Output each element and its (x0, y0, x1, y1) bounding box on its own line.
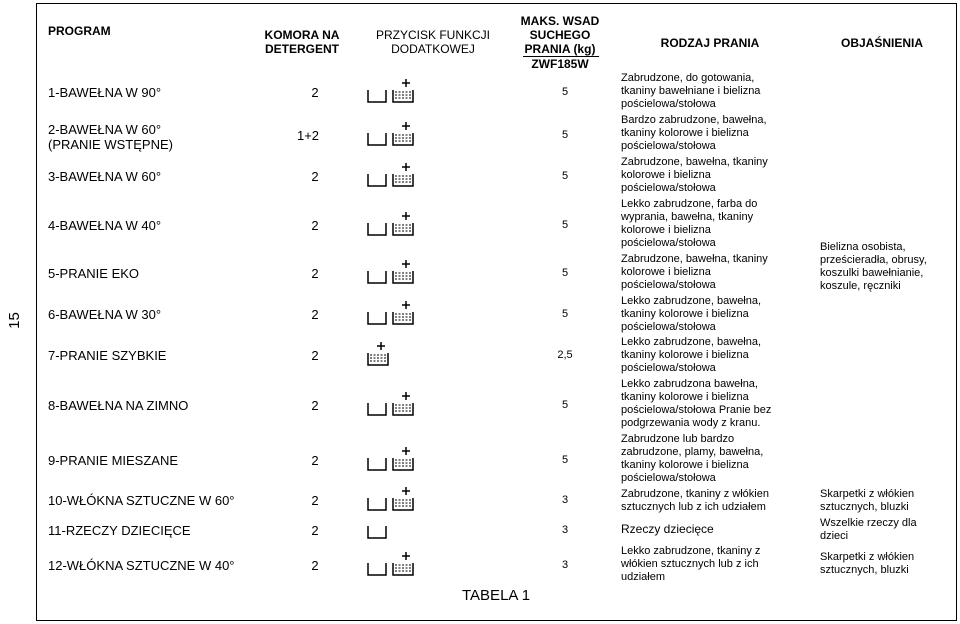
extra-rinse-icon (391, 486, 415, 512)
program-name: 5-PRANIE EKO (48, 266, 140, 281)
wash-description: Lekko zabrudzone, bawełna, tkaniny kolorowe i bielizna pościelowa/stołowa (621, 336, 762, 374)
header-model: ZWF185W (531, 57, 589, 71)
option-icons (366, 486, 415, 512)
detergent-compartment: 2 (311, 398, 319, 413)
wash-description: Bardzo zabrudzone, bawełna, tkaniny kolorowe i bielizna pościelowa/stołowa (621, 114, 767, 152)
rinse-hold-icon (366, 125, 388, 147)
option-icons (366, 259, 415, 285)
table-caption: TABELA 1 (462, 587, 531, 604)
detergent-compartment: 2 (311, 558, 319, 573)
option-icons (366, 391, 415, 417)
program-name: 7-PRANIE SZYBKIE (48, 348, 167, 363)
extra-rinse-icon (391, 121, 415, 147)
rinse-hold-icon (366, 555, 388, 577)
detergent-compartment: 2 (311, 218, 319, 233)
wash-description: Rzeczy dziecięce (621, 522, 714, 536)
max-load: 5 (561, 129, 569, 141)
max-load: 3 (561, 524, 569, 536)
max-load: 5 (561, 308, 569, 320)
option-icons (366, 121, 415, 147)
max-load: 3 (561, 494, 569, 506)
wash-description: Lekko zabrudzone, bawełna, tkaniny kolorowe i bielizna pościelowa/stołowa (621, 295, 762, 333)
extra-rinse-icon (391, 211, 415, 237)
option-icons (366, 551, 415, 577)
wash-description: Zabrudzone, tkaniny z włókien sztucznych lub z ich udziałem (621, 488, 769, 513)
explanation-kids: Wszelkie rzeczy dla dzieci (820, 517, 917, 542)
explanation-cotton: Bielizna osobista, prześcieradła, obrusy, koszulki bawełnianie, koszule, ręczniki (820, 241, 927, 292)
detergent-compartment: 2 (311, 523, 319, 538)
header-objasnienia: OBJAŚNIENIA (840, 36, 923, 50)
max-load: 5 (561, 399, 569, 411)
detergent-compartment: 2 (311, 266, 319, 281)
option-icons (366, 162, 415, 188)
header-maks: MAKS. WSAD SUCHEGO PRANIA (kg) (520, 14, 600, 56)
rinse-hold-icon (366, 395, 388, 417)
option-icons (366, 300, 415, 326)
rinse-hold-icon (366, 490, 388, 512)
detergent-compartment: 2 (311, 307, 319, 322)
program-name: 12-WŁÓKNA SZTUCZNE W 40° (48, 558, 235, 573)
explanation-synthetic-40: Skarpetki z włókien sztucznych, bluzki (820, 551, 915, 576)
option-icons (366, 341, 390, 367)
max-load: 2,5 (557, 349, 573, 361)
max-load: 3 (561, 559, 569, 571)
wash-description: Lekko zabrudzone, tkaniny z włókien sztucznych lub z ich udziałem (621, 545, 761, 583)
extra-rinse-icon (391, 551, 415, 577)
extra-rinse-icon (391, 300, 415, 326)
option-icons (366, 78, 415, 104)
extra-rinse-icon (391, 78, 415, 104)
rinse-hold-icon (366, 450, 388, 472)
option-icons (366, 446, 415, 472)
max-load: 5 (561, 219, 569, 231)
wash-description: Lekko zabrudzona bawełna, tkaniny kolorowe i bielizna pościelowa/stołowa Pranie bez podgrzewania wody z kranu. (621, 378, 772, 429)
extra-rinse-icon (391, 259, 415, 285)
detergent-compartment: 2 (311, 493, 319, 508)
option-icons (366, 518, 388, 540)
program-name: 3-BAWEŁNA W 60° (48, 169, 162, 184)
rinse-hold-icon (366, 82, 388, 104)
rinse-hold-icon (366, 166, 388, 188)
program-name: 8-BAWEŁNA NA ZIMNO (48, 398, 189, 413)
program-name: 4-BAWEŁNA W 40° (48, 218, 162, 233)
rinse-hold-icon (366, 518, 388, 540)
extra-rinse-icon (366, 341, 390, 367)
header-program: PROGRAM (48, 24, 111, 38)
program-name: 11-RZECZY DZIECIĘCE (48, 523, 191, 538)
wash-description: Lekko zabrudzone, farba do wyprania, bawełna, tkaniny kolorowe i bielizna pościelowa/stołowa (621, 198, 758, 249)
detergent-compartment: 2 (311, 348, 319, 363)
max-load: 5 (561, 86, 569, 98)
detergent-compartment: 2 (311, 85, 319, 100)
program-name: 1-BAWEŁNA W 90° (48, 85, 162, 100)
program-name: 6-BAWEŁNA W 30° (48, 307, 162, 322)
header-przycisk: PRZYCISK FUNKCJI DODATKOWEJ (375, 28, 490, 56)
program-name: 10-WŁÓKNA SZTUCZNE W 60° (48, 493, 235, 508)
detergent-compartment: 2 (311, 169, 319, 184)
extra-rinse-icon (391, 446, 415, 472)
program-name: 9-PRANIE MIESZANE (48, 453, 179, 468)
extra-rinse-icon (391, 162, 415, 188)
detergent-compartment: 1+2 (296, 128, 320, 143)
wash-description: Zabrudzone, bawełna, tkaniny kolorowe i bielizna pościelowa/stołowa (621, 253, 768, 291)
detergent-compartment: 2 (311, 453, 319, 468)
wash-description: Zabrudzone, do gotowania, tkaniny bawełniane i bielizna pościelowa/stołowa (621, 72, 761, 110)
rinse-hold-icon (366, 304, 388, 326)
max-load: 5 (561, 454, 569, 466)
extra-rinse-icon (391, 391, 415, 417)
program-name: 2-BAWEŁNA W 60° (PRANIE WSTĘPNE) (48, 122, 173, 152)
page-number: 15 (5, 311, 23, 329)
explanation-synthetic-60: Skarpetki z włókien sztucznych, bluzki (820, 488, 915, 513)
wash-description: Zabrudzone lub bardzo zabrudzone, plamy, bawełna, tkaniny kolorowe i bielizna pościelowa/stołowa (621, 433, 764, 484)
wash-description: Zabrudzone, bawełna, tkaniny kolorowe i bielizna pościelowa/stołowa (621, 156, 768, 194)
max-load: 5 (561, 170, 569, 182)
rinse-hold-icon (366, 263, 388, 285)
option-icons (366, 211, 415, 237)
max-load: 5 (561, 267, 569, 279)
rinse-hold-icon (366, 215, 388, 237)
header-komora: KOMORA NA DETERGENT (264, 28, 340, 56)
header-rodzaj: RODZAJ PRANIA (660, 36, 760, 50)
